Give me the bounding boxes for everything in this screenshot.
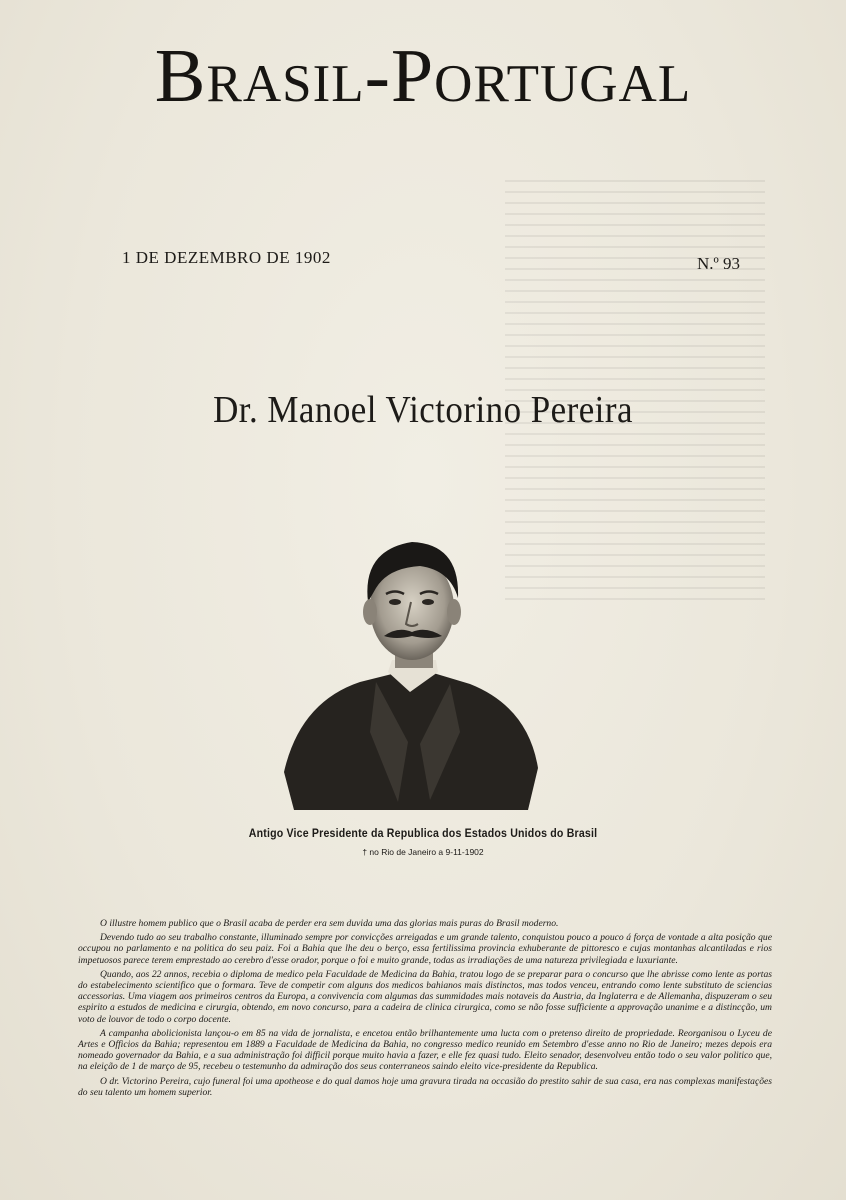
portrait-caption: Antigo Vice Presidente da Republica dos Estados Unidos do Brasil bbox=[248, 828, 598, 840]
paragraph-2: Devendo tudo ao seu trabalho constante, illuminado sempre por convicções arreigadas e um grande talento, conquistou pouco a pouco á força de vontade a alta posição que occupou no parlamento e na politica do seu paiz. Foi a Bahia que lhe deu o berço, essa fertilissima provincia exhuberante de pittoresco e cujas montanhas alcantiladas e rios impetuosos parece terem emprestado ao cerebro d'esse orador, porque o foi e muito grande, todas as irradiações de uma natureza privilegiada e luxuriante. bbox=[78, 932, 772, 966]
masthead-title bbox=[0, 34, 846, 118]
article-headline: Dr. Manoel Victorino Pereira bbox=[213, 389, 633, 431]
issue-date: 1 DE DEZEMBRO DE 1902 bbox=[122, 248, 331, 267]
portrait-engraving bbox=[280, 532, 542, 814]
paragraph-1: O illustre homem publico que o Brasil acaba de perder era sem duvida uma das glorias mais puras do Brasil moderno. bbox=[100, 918, 559, 929]
paragraph-3: Quando, aos 22 annos, recebia o diploma de medico pela Faculdade de Medicina da Bahia, tratou logo de se preparar para o concurso que lhe abrisse como lente as portas do estabelecimento scientifico que o formara. Teve de competir com alguns dos medicos bahianos mais distinctos, mas todos venceu, entrando como lente substituto de sciencias accessorias. Uma viagem aos primeiros centros da Europa, a convivencia com algumas das summidades mais notaveis da Austria, da Inglaterra e de Allemanha, dispuzeram o seu espirito a estudos de medicina e cirurgia, obtendo, em novo concurso, para a cadeira de clinica cirurgica, como se não fosse sufficiente a approvação unanime e a distincção, um voto de louvor de todo o corpo docente. bbox=[78, 968, 772, 1025]
paragraph-4: A campanha abolicionista lançou-o em 85 na vida de jornalista, e encetou então brilhantemente uma lucta com o pretenso direito de propriedade. Reorganisou o Lyceu de Artes e Officios da Bahia; representou em 1889 a Faculdade de Medicina da Bahia, no congresso medico reunido em Setembro d'esse anno no Rio de Janeiro; mezes depois era nomeado governador da Bahia, e a sua administração foi difficil porque muito havia a fazer, e elle fez quasi tudo. Eleito senador, desenvolveu então todo o seu valor politico que, na eleição de 1 de março de 95, recebeu o testemunho da admiração dos seus conterraneos saindo eleito vice-presidente da Republica. bbox=[78, 1027, 772, 1073]
portrait-subcaption: † no Rio de Janeiro a 9-11-1902 bbox=[362, 847, 484, 857]
masthead-title-text: Brasil-Portugal bbox=[154, 34, 692, 118]
paragraph-5: O dr. Victorino Pereira, cujo funeral foi uma apotheose e do qual damos hoje uma gravura tirada na occasião do prestito sahir de sua casa, era nas complexas manifestações do seu talento um homem superior. bbox=[78, 1075, 772, 1098]
article-body bbox=[78, 918, 772, 1101]
issue-number: N.º 93 bbox=[696, 254, 740, 273]
